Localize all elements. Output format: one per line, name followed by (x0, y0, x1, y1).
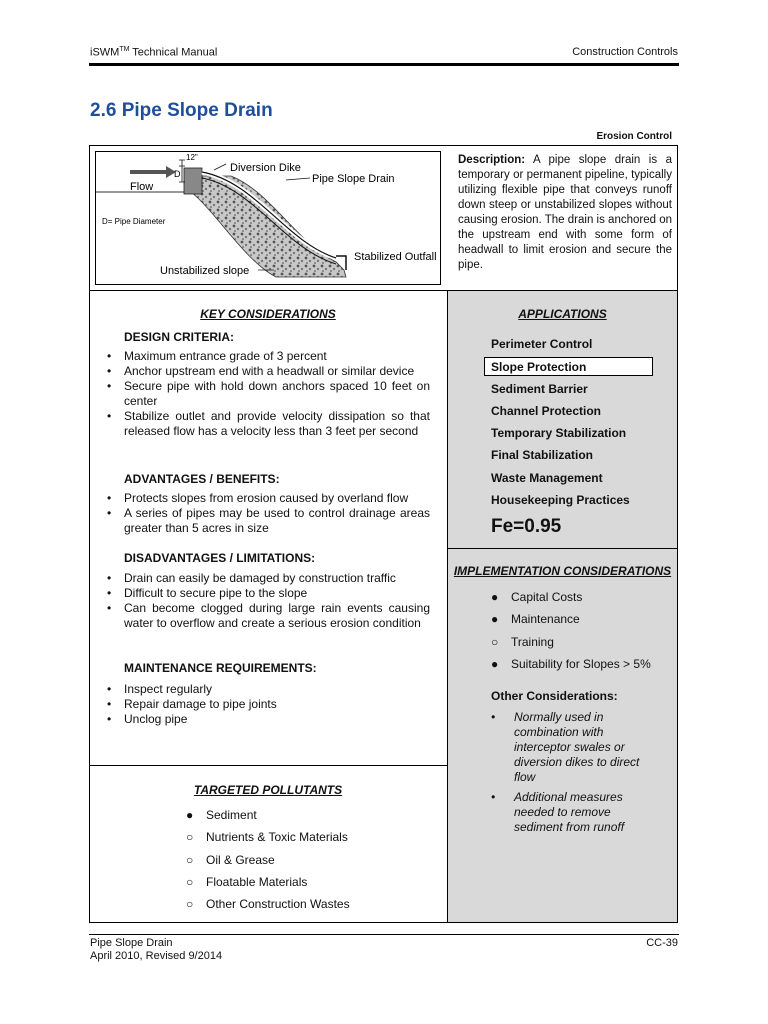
pollutant-item: ○ Oil & Grease (186, 853, 275, 867)
pipe-slope-drain-diagram (96, 152, 440, 284)
svg-text:Unstabilized slope: Unstabilized slope (160, 265, 250, 277)
fe-value: Fe=0.95 (491, 516, 562, 537)
svg-text:Flow: Flow (130, 181, 154, 193)
application-item: Waste Management (491, 471, 603, 485)
list-item: • Repair damage to pipe joints (107, 697, 430, 712)
svg-text:D= Pipe Diameter: D= Pipe Diameter (102, 217, 166, 226)
application-item: Final Stabilization (491, 448, 594, 462)
pollutant-item: ● Sediment (186, 808, 257, 822)
footer-rule (89, 934, 679, 935)
svg-text:D: D (174, 169, 181, 179)
pollutant-item: ○ Other Construction Wastes (186, 897, 350, 911)
advantages-list (107, 491, 430, 536)
implementation-item: ● Suitability for Slopes > 5% (491, 657, 651, 671)
design-criteria-list (107, 349, 430, 439)
svg-text:12": 12" (186, 153, 198, 162)
application-item: Sediment Barrier (491, 382, 588, 396)
left-divider (89, 765, 447, 766)
list-item: • Drain can easily be damaged by construction traffic (107, 571, 430, 586)
key-considerations-heading: KEY CONSIDERATIONS (200, 307, 336, 321)
list-item: • Normally used in combination with interceptor swales or diversion dikes to direct flow (491, 710, 661, 785)
applications-heading: APPLICATIONS (518, 307, 607, 321)
footer-date: April 2010, Revised 9/2014 (90, 950, 223, 962)
maintenance-list (107, 682, 430, 727)
list-item: • Anchor upstream end with a headwall or similar device (107, 364, 430, 379)
design-criteria-heading: DESIGN CRITERIA: (124, 330, 235, 344)
category-label: Erosion Control (596, 131, 672, 142)
implementation-item: ● Maintenance (491, 612, 580, 626)
list-item: • Maximum entrance grade of 3 percent (107, 349, 430, 364)
description-text: Description: A pipe slope drain is a temporary or permanent pipeline, typically utilizing flexible pipe that conveys runoff down steep or unstabilized slopes without causing erosion. The drain is anchored on the upstream end with some form of headwall to limit erosion and secure the pipe. (458, 154, 672, 271)
running-header-left: iSWM™ Technical Manual (90, 46, 218, 59)
application-item: Housekeeping Practices (491, 493, 630, 507)
list-item: • Difficult to secure pipe to the slope (107, 586, 430, 601)
header-rule (89, 63, 679, 66)
svg-text:Diversion Dike: Diversion Dike (230, 162, 301, 174)
svg-text:Stabilized Outfall: Stabilized Outfall (354, 251, 437, 263)
pollutant-item: ○ Floatable Materials (186, 875, 308, 889)
implementation-heading: IMPLEMENTATION CONSIDERATIONS (453, 564, 672, 578)
right-divider (447, 548, 678, 549)
application-item-selected: Slope Protection (491, 360, 587, 374)
disadvantages-heading: DISADVANTAGES / LIMITATIONS: (124, 551, 316, 565)
page-number: CC-39 (646, 937, 678, 949)
column-divider (447, 290, 448, 923)
application-item: Temporary Stabilization (491, 426, 627, 440)
list-item: • Additional measures needed to remove sediment from runoff (491, 790, 661, 835)
other-considerations-heading: Other Considerations: (491, 689, 618, 703)
other-considerations-list (491, 710, 661, 835)
implementation-item: ● Capital Costs (491, 590, 583, 604)
row-divider (89, 290, 678, 291)
pollutant-item: ○ Nutrients & Toxic Materials (186, 830, 348, 844)
svg-text:Pipe Slope Drain: Pipe Slope Drain (312, 173, 395, 185)
list-item: • Unclog pipe (107, 712, 430, 727)
application-item: Perimeter Control (491, 337, 593, 351)
list-item: • Secure pipe with hold down anchors spaced 10 feet on center (107, 379, 430, 409)
targeted-pollutants-heading: TARGETED POLLUTANTS (193, 783, 343, 797)
footer-title: Pipe Slope Drain (90, 937, 173, 949)
list-item: • Protects slopes from erosion caused by overland flow (107, 491, 430, 506)
advantages-heading: ADVANTAGES / BENEFITS: (124, 472, 280, 486)
list-item: • A series of pipes may be used to control drainage areas greater than 5 acres in size (107, 506, 430, 536)
implementation-item: ○ Training (491, 635, 554, 649)
application-item: Channel Protection (491, 404, 602, 418)
page-title: 2.6 Pipe Slope Drain (90, 100, 273, 121)
maintenance-heading: MAINTENANCE REQUIREMENTS: (124, 661, 317, 675)
diagram-frame (95, 151, 441, 285)
list-item: • Stabilize outlet and provide velocity dissipation so that released flow has a velocity less than 3 feet per second (107, 409, 430, 439)
disadvantages-list (107, 571, 430, 631)
list-item: • Can become clogged during large rain events causing water to overflow and create a serious erosion condition (107, 601, 430, 631)
slope-body (191, 176, 346, 277)
running-header-right: Construction Controls (572, 46, 678, 58)
list-item: • Inspect regularly (107, 682, 430, 697)
diversion-dike-shape (184, 168, 202, 194)
description-label: Description: (458, 154, 526, 166)
